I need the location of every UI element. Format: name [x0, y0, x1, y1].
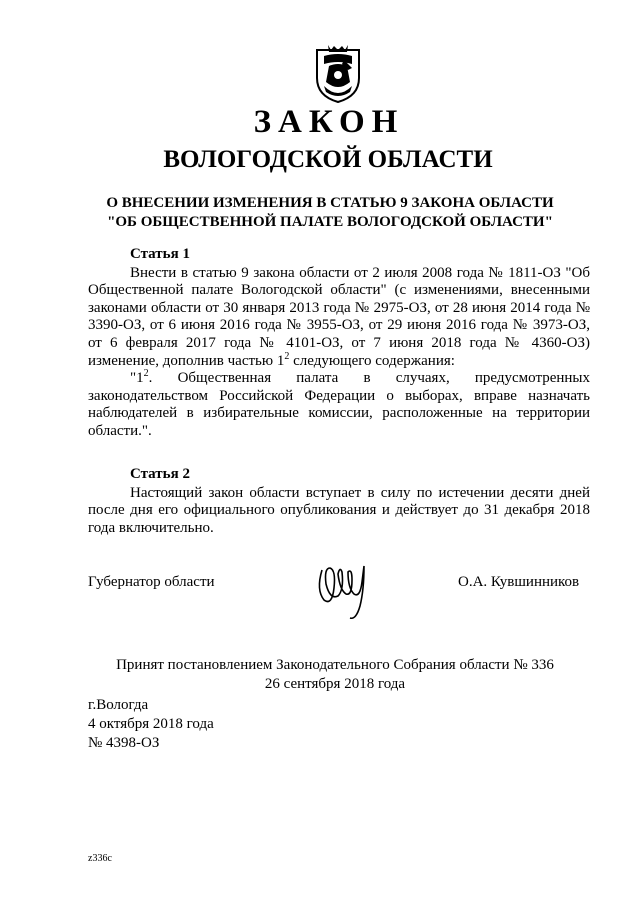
article-2-title: Статья 2	[130, 466, 190, 482]
article-1-intro-superscript: 2	[284, 350, 290, 362]
adoption-note	[0, 656, 640, 694]
law-heading-line-1: О ВНЕСЕНИИ ИЗМЕНЕНИЯ В СТАТЬЮ 9 ЗАКОНА ОБЛАСТИ	[106, 195, 554, 211]
article-2	[88, 466, 590, 537]
signatory-name: О.А. Кувшинников	[458, 574, 580, 590]
article-1-intro: Внести в статью 9 закона области от 2 июля 2008 года № 1811-ОЗ "Об Общественной палате Вологодской области" (с изменениями, внесенными законами области от 30 января 2013 года № 2975-ОЗ, от 28 июня 2014 года № 3390-ОЗ, от 6 июня 2016 года № 3955-ОЗ, от 29 июня 2016 года № 3973-ОЗ, от 6 февраля 2017 года № 4101-ОЗ, от 7 июня 2018 года № 4360-ОЗ) изменение, дополнив частью 1	[88, 264, 590, 369]
article-1-quote-text: . Общественная палата в случаях, предусмотренных законодательством Российской Федерации о выборах, вправе назначать наблюдателей в избирательные комиссии, расположенные на территории области.".	[88, 370, 590, 439]
signatory-position: Губернатор области	[88, 574, 215, 590]
handwritten-signature	[314, 560, 372, 622]
article-1-paragraph	[88, 265, 590, 371]
adoption-line-2: 26 сентября 2018 года	[264, 676, 406, 692]
law-heading	[0, 194, 640, 232]
article-1-quote-superscript: 2	[143, 368, 149, 380]
article-1-quote-start: "1	[130, 370, 144, 387]
footer-code: z336c	[88, 853, 112, 864]
meta-city: г.Вологда	[88, 697, 149, 713]
document-title: ЗАКОН	[253, 104, 405, 140]
document-subtitle: ВОЛОГОДСКОЙ ОБЛАСТИ	[163, 146, 493, 173]
article-1-quote	[88, 370, 590, 440]
law-heading-line-2: "ОБ ОБЩЕСТВЕННОЙ ПАЛАТЕ ВОЛОГОДСКОЙ ОБЛАСТИ"	[107, 214, 553, 230]
article-1	[88, 246, 590, 441]
article-1-intro-end: следующего содержания:	[289, 352, 455, 369]
meta-date: 4 октября 2018 года	[88, 716, 214, 732]
meta-number: № 4398-ОЗ	[88, 735, 160, 751]
document-meta	[88, 696, 214, 753]
article-1-title: Статья 1	[130, 246, 190, 262]
adoption-line-1: Принят постановлением Законодательного Собрания области № 336	[116, 657, 554, 673]
coat-of-arms-emblem	[314, 42, 362, 104]
article-2-text: Настоящий закон области вступает в силу по истечении десяти дней после дня его официального опубликования и действует до 31 декабря 2018 года включительно.	[88, 484, 590, 536]
